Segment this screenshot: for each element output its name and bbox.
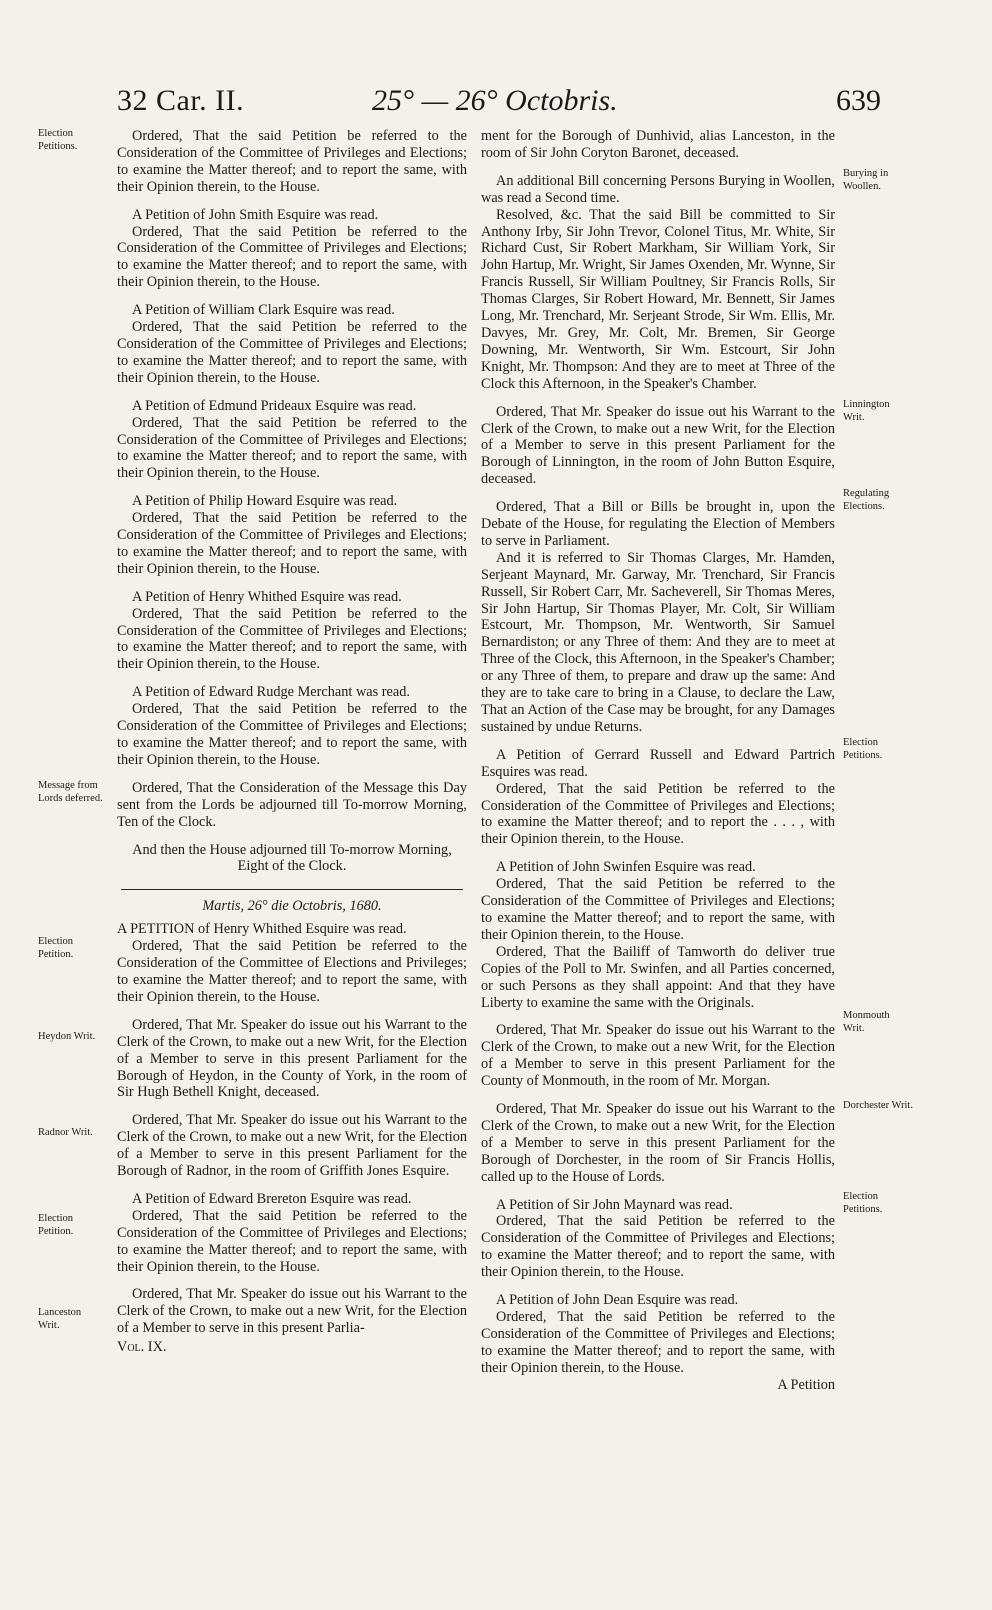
- paragraph: Ordered, That the said Petition be referred to the Consideration of the Committee of Elections and Privileges; to examine the Matter thereof; and to report the same, with their Opinion therein, to the House.: [117, 938, 467, 1005]
- paragraph: A Petition of Edward Rudge Merchant was read.: [132, 684, 410, 701]
- date-header: 25° — 26° Octobris.: [372, 84, 618, 117]
- margin-note: Radnor Writ.: [38, 1127, 93, 1138]
- margin-note: Burying in Woollen.: [843, 168, 889, 192]
- catchword: A Petition: [777, 1376, 835, 1393]
- paragraph: Ordered, That Mr. Speaker do issue out his Warrant to the Clerk of the Crown, to make out a new Writ, for the Election of a Member to serve in this present Parlia-: [117, 1286, 467, 1337]
- volume-signature: Vol. IX.: [117, 1339, 167, 1356]
- paragraph: Ordered, That the said Petition be referred to the Consideration of the Committee of Privileges and Elections; to examine the Matter thereof; and to report the same, with their Opinion therein, to the House.: [117, 510, 467, 577]
- margin-note: Election Petition.: [38, 1213, 74, 1237]
- paragraph: A PETITION of Henry Whithed Esquire was read.: [117, 921, 407, 938]
- paragraph: Ordered, That the said Petition be referred to the Consideration of the Committee of Privileges and Elections; to examine the Matter thereof; and to report the same, with their Opinion therein, to the House.: [117, 1207, 467, 1275]
- paragraph: A Petition of John Smith Esquire was read.: [132, 206, 379, 223]
- margin-note: Regulating Elections.: [843, 488, 890, 512]
- paragraph: ment for the Borough of Dunhivid, alias Lanceston, in the room of Sir John Coryton Baronet, deceased.: [481, 128, 835, 161]
- paragraph: Ordered, That the Bailiff of Tamworth do deliver true Copies of the Poll to Mr. Swinfen, and all Parties concerned, or such Persons as they shall appoint: And that they have Liberty to examine the same with the Originals.: [481, 943, 835, 1011]
- margin-note: Dorchester Writ.: [843, 1100, 913, 1111]
- paragraph: Ordered, That the said Petition be referred to the Consideration of the Committee of Privileges and Elections; to examine the Matter thereof; and to report the same, with their Opinion therein, to the House.: [117, 701, 467, 768]
- paragraph: Ordered, That Mr. Speaker do issue out his Warrant to the Clerk of the Crown, to make out a new Writ, for the Election of a Member to serve in this present Parliament for the Borough of Radnor, in the room of Griffith Jones Esquire.: [117, 1112, 467, 1180]
- paragraph: A Petition of Philip Howard Esquire was read.: [132, 493, 398, 510]
- margin-note: Heydon Writ.: [38, 1031, 96, 1042]
- paragraph: Ordered, That the said Petition be referred to the Consideration of the Committee of Privileges and Elections; to examine the Matter thereof; and to report the same, with their Opinion therein, to the House.: [117, 128, 467, 195]
- paragraph: And it is referred to Sir Thomas Clarges, Mr. Hamden, Serjeant Maynard, Mr. Garway, Mr. Trenchard, Sir Francis Russell, Sir Robert Carr, Mr. Sacheverell, Sir Thomas Meres, Sir John Hartup, Sir Thomas Player, Mr. Colt, Sir William Estcourt, Mr. Thompson, Mr. Wentworth, Sir Samuel Bernardiston; or any Three of them: And they are to meet at Three of the Clock, this Afternoon, in the Speaker's Chamber; or any Three of them, to prepare and draw up the same: And they are to take care to bring in a Clause, to declare the Law, That an Action of the Case may be brought, for any Damages sustained by undue Returns.: [481, 549, 835, 735]
- margin-note: Election Petition.: [38, 936, 74, 960]
- page-number: 639: [836, 84, 881, 117]
- paragraph: Ordered, That the said Petition be referred to the Consideration of the Committee of Privileges and Elections; to examine the Matter thereof; and to report the same, with their Opinion therein, to the House.: [481, 1309, 835, 1376]
- paragraph: Ordered, That the said Petition be referred to the Consideration of the Committee of Privileges and Elections; to examine the Matter thereof; and to report the same, with their Opinion therein, to the House.: [481, 876, 835, 943]
- margin-note: Lanceston Writ.: [38, 1307, 82, 1331]
- paragraph: Ordered, That the said Petition be referred to the Consideration of the Committee of Privileges and Elections; to examine the Matter thereof; and to report the same, with their Opinion therein, to the House.: [117, 223, 467, 291]
- paragraph: An additional Bill concerning Persons Burying in Woollen, was read a Second time.: [481, 172, 835, 206]
- paragraph: Ordered, That the said Petition be referred to the Consideration of the Committee of Privileges and Elections; to examine the Matter thereof; and to report the same, with their Opinion therein, to the House.: [117, 319, 467, 386]
- paragraph: A Petition of Edward Brereton Esquire was read.: [132, 1190, 412, 1207]
- paragraph: Ordered, That the Consideration of the Message this Day sent from the Lords be adjourned till To-morrow Morning, Ten of the Clock.: [117, 779, 467, 830]
- paragraph: A Petition of John Dean Esquire was read.: [496, 1292, 739, 1309]
- margin-note: Election Petitions.: [843, 1191, 883, 1215]
- right-column: [481, 128, 835, 1394]
- paragraph: Ordered, That the said Petition be referred to the Consideration of the Committee of Privileges and Elections; to examine the Matter thereof; and to report the same, with their Opinion therein, to the House.: [117, 414, 467, 482]
- paragraph: A Petition of Sir John Maynard was read.: [496, 1196, 733, 1213]
- sitting-date: Martis, 26° die Octobris, 1680.: [202, 898, 382, 915]
- margin-note: Monmouth Writ.: [843, 1010, 890, 1034]
- paragraph: Ordered, That the said Petition be referred to the Consideration of the Committee of Privileges and Elections; to examine the Matter thereof; and to report the same, with their Opinion therein, to the House.: [117, 605, 467, 673]
- margin-note: Message from Lords deferred.: [38, 780, 103, 804]
- paragraph: A Petition of Gerrard Russell and Edward Partrich Esquires was read.: [481, 746, 835, 780]
- paragraph: Ordered, That Mr. Speaker do issue out his Warrant to the Clerk of the Crown, to make out a new Writ, for the Election of a Member to serve in this present Parliament for the Borough of Heydon, in the County of York, in the room of Sir Hugh Bethell Knight, deceased.: [117, 1016, 467, 1101]
- paragraph: A Petition of Edmund Prideaux Esquire was read.: [132, 397, 417, 414]
- margin-note: Election Petitions.: [38, 128, 78, 152]
- adjournment-note: And then the House adjourned till To-morrow Morning, Eight of the Clock.: [132, 841, 452, 875]
- paragraph: Ordered, That Mr. Speaker do issue out his Warrant to the Clerk of the Crown, to make out a new Writ, for the Election of a Member to serve in this present Parliament for the Borough of Dorchester, in the room of Sir Francis Hollis, called up to the House of Lords.: [481, 1101, 835, 1185]
- paragraph: A Petition of John Swinfen Esquire was read.: [496, 859, 756, 876]
- paragraph: Resolved, &c. That the said Bill be committed to Sir Anthony Irby, Sir John Trevor, Colonel Titus, Mr. White, Sir Richard Cust, Sir Robert Markham, Sir William York, Sir John Hartup, Mr. Wright, Sir James Oxenden, Mr. Wynne, Sir Francis Russell, Sir William Poultney, Sir Francis Rolls, Sir Thomas Clarges, Sir Robert Howard, Mr. Bennett, Sir James Long, Mr. Trenchard, Mr. Serjeant Strode, Sir Wm. Ellis, Mr. Davyes, Mr. Grey, Mr. Colt, Mr. Bremen, Sir George Downing, Mr. Wentworth, Sir Wm. Estcourt, Sir John Knight, Mr. Thompson: And they are to meet at Three of the Clock this Afternoon, in the Speaker's Chamber.: [481, 206, 835, 392]
- margin-note: Election Petitions.: [843, 737, 883, 761]
- regnal-year-header: 32 Car. II.: [117, 84, 245, 117]
- paragraph: A Petition of Henry Whithed Esquire was read.: [132, 588, 402, 605]
- paragraph: A Petition of William Clark Esquire was read.: [132, 302, 395, 319]
- paragraph: Ordered, That a Bill or Bills be brought in, upon the Debate of the House, for regulating the Election of Members to serve in Parliament.: [481, 499, 835, 549]
- paragraph: Ordered, That Mr. Speaker do issue out his Warrant to the Clerk of the Crown, to make out a new Writ, for the Election of a Member to serve in this present Parliament for the Borough of Linnington, in the room of John Button Esquire, deceased.: [481, 403, 835, 488]
- paragraph: Ordered, That the said Petition be referred to the Consideration of the Committee of Privileges and Elections; to examine the Matter thereof; and to report the same, with their Opinion therein, to the House.: [481, 1213, 835, 1281]
- paragraph: Ordered, That the said Petition be referred to the Consideration of the Committee of Privileges and Elections; to examine the Matter thereof; and to report the . . . , with their Opinion therein, to the House.: [481, 780, 835, 848]
- section-divider: [121, 889, 463, 890]
- left-column: [117, 128, 467, 1356]
- margin-note: Linnington Writ.: [843, 399, 890, 423]
- paragraph: Ordered, That Mr. Speaker do issue out his Warrant to the Clerk of the Crown, to make out a new Writ, for the Election of a Member to serve in this present Parliament for the County of Monmouth, in the room of Mr. Morgan.: [481, 1022, 835, 1090]
